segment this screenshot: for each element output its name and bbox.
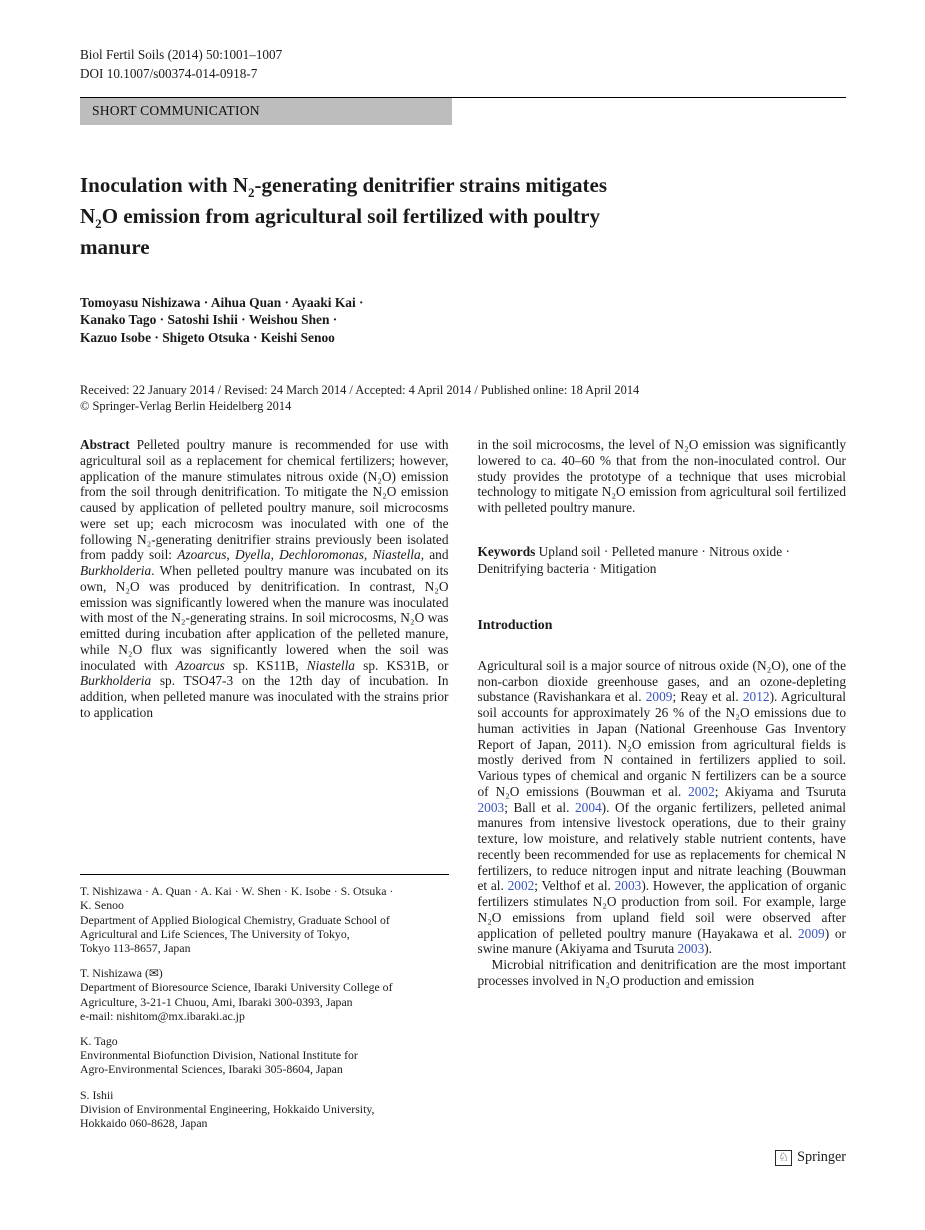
affiliation-block: T. Nishizawa · A. Quan · A. Kai · W. Shen · K. Isobe · S. Otsuka · K. Senoo Department of Applied Biological Chemistry, Graduate School of Agricultural and Life Sciences, The University of Tokyo, Tokyo 113-8657, Japan — [80, 884, 394, 955]
right-column — [478, 437, 847, 1130]
journal-citation: Biol Fertil Soils (2014) 50:1001–1007 — [80, 47, 283, 62]
springer-logo — [775, 1149, 846, 1166]
page-header — [80, 47, 846, 82]
section-heading-introduction: Introduction — [477, 616, 553, 632]
introduction-paragraph-1: Agricultural soil is a major source of nitrous oxide (N₂O), one of the non-carbon dioxide greenhouse gases, and an ozone-depleting substance (Ravishankara et al. 2009; Reay et al. 2012). Agricultural soil accounts for approximately 26 % of the N₂O emissions due to human activities in Japan (National Greenhouse Gas Inventory Report of Japan, 2011). N₂O emission from agricultural fields is mostly derived from N contained in fertilizers applied to soil. Various types of chemical and organic N fertilizers can be a source of N₂O emissions (Bouwman et al. 2002; Akiyama and Tsuruta 2003; Ball et al. 2004). Of the organic fertilizers, pelleted animal manures from intensive livestock operations, due to their grainy texture, low moisture, and relatively stable nutrient contents, have recently been recommended for use as replacements for chemical N fertilizers, to reduce nitrogen input and nitrate leaching (Bouwman et al. 2002; Velthof et al. 2003). However, the application of organic fertilizers stimulates N₂O production from soil. For example, large N₂O emissions from upland field soil were observed after application of pelleted poultry manure (Hayakawa et al. 2009) or swine manure (Akiyama and Tsuruta 2003). — [477, 657, 847, 957]
abstract-continuation: in the soil microcosms, the level of N₂O emission was significantly lowered to ca. 40–60 % that from the non-inoculated control. Our study provides the prototype of a technique that uses microbial technology to mitigate N₂O emission from agricultural soil fertilized with pelleted poultry manure. — [477, 437, 846, 516]
citation-link[interactable]: 2009 — [798, 925, 825, 941]
copyright-notice: © Springer-Verlag Berlin Heidelberg 2014 — [80, 399, 292, 414]
keywords: Keywords Upland soil · Pelleted manure · Nitrous oxide · Denitrifying bacteria · Mitigation — [477, 543, 790, 577]
header-rule — [80, 97, 846, 125]
article-type-banner: SHORT COMMUNICATION — [80, 98, 452, 125]
author-list: Tomoyasu Nishizawa · Aihua Quan · Ayaaki Kai · Kanako Tago · Satoshi Ishii · Weishou Shen · Kazuo Isobe · Shigeto Otsuka · Keishi Senoo — [80, 295, 364, 345]
corresponding-author-block: T. Nishizawa (✉) Department of Bioresource Science, Ibaraki University College of Agriculture, 3-21-1 Chuou, Ami, Ibaraki 300-0393, Japan e-mail: nishitom@mx.ibaraki.ac.jp — [80, 966, 393, 1023]
citation-link[interactable]: 2002 — [688, 783, 715, 799]
title-line-3: manure — [80, 235, 150, 259]
abstract-text: Abstract Pelleted poultry manure is recommended for use with agricultural soil as a replacement for chemical fertilizers; however, application of the manure stimulates nitrous oxide (N₂O) emission from the soil through denitrification. To mitigate the N₂O emission caused by application of pelleted poultry manure, soil microcosms were set up; each microcosm was inoculated with one of the following N₂-generating denitrifier strains previously been isolated from paddy soil: Azoarcus, Dyella, Dechloromonas, Niastella, and Burkholderia. When pelleted poultry manure was incubated on its own, N₂O was produced by denitrification. In contrast, N₂O emission was significantly lowered when the manure was inoculated with most of the N₂-generating strains. In soil microcosms, N₂O was emitted during incubation after application of the pelleted manure, while N₂O flux was significantly lowered when the soil was inoculated with Azoarcus sp. KS11B, Niastella sp. KS31B, or Burkholderia sp. TSO47-3 on the 12th day of incubation. In addition, when pelleted manure was inoculated with the strains prior to application — [80, 437, 449, 720]
citation-link[interactable]: 2003 — [614, 878, 642, 894]
title-line-2: $N_2O$ emission from agricultural soil fertilized with poultry — [80, 204, 600, 232]
footnotes-section — [80, 874, 449, 1130]
article-title — [80, 170, 846, 263]
affiliation-block: S. Ishii Division of Environmental Engineering, Hokkaido University, Hokkaido 060-8628, Japan — [80, 1087, 375, 1131]
journal-doi: DOI 10.1007/s00374-014-0918-7 — [80, 66, 258, 81]
citation-link[interactable]: 2012 — [742, 689, 770, 705]
two-column-body — [80, 437, 846, 1130]
introduction-paragraph-2: Microbial nitrification and denitrification are the most important processes involved in N₂O production and emission — [477, 957, 846, 988]
springer-knight-icon: ♘ — [775, 1150, 792, 1166]
affiliation-block: K. Tago Environmental Biofunction Division, National Institute for Agro-Environmental Sciences, Ibaraki 305-8604, Japan — [80, 1034, 358, 1077]
citation-link[interactable]: 2003 — [477, 799, 505, 815]
title-line-1: Inoculation with $N_2$-generating denitrifier strains mitigates — [80, 173, 608, 201]
citation-link[interactable]: 2009 — [645, 689, 673, 705]
springer-wordmark: Springer — [797, 1149, 846, 1165]
publication-dates — [80, 382, 846, 414]
publication-history: Received: 22 January 2014 / Revised: 24 March 2014 / Accepted: 4 April 2014 / Published online: 18 April 2014 — [80, 383, 640, 398]
citation-link[interactable]: 2003 — [677, 941, 705, 957]
citation-link[interactable]: 2002 — [507, 878, 535, 894]
citation-link[interactable]: 2004 — [574, 799, 602, 815]
left-column — [80, 437, 449, 1130]
